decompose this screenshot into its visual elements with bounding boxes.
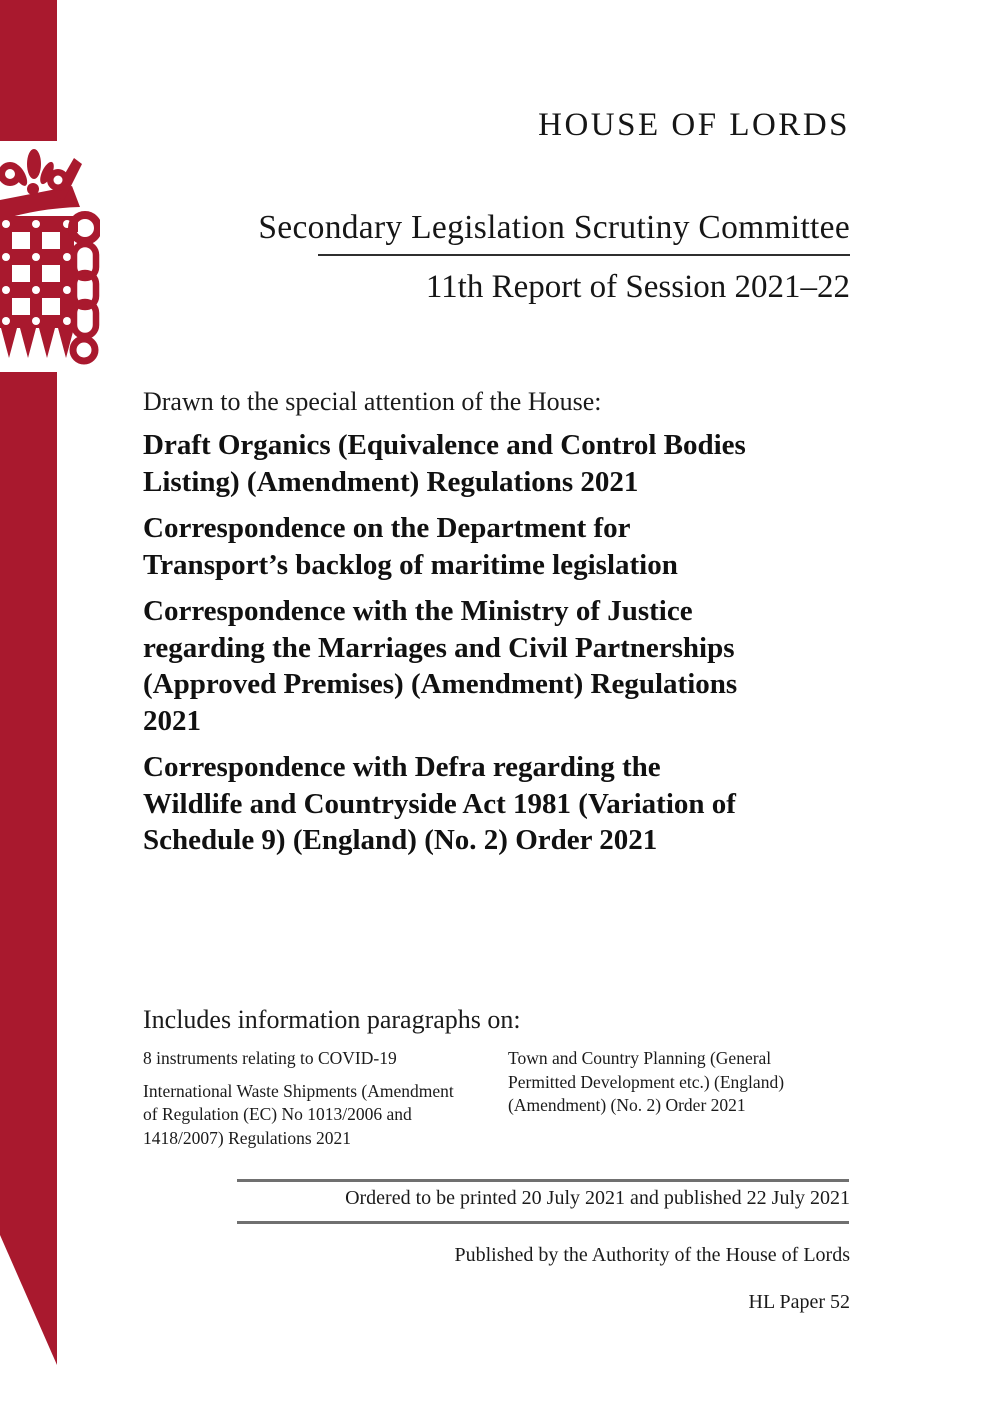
information-item: [143, 1080, 508, 1151]
item-line: 2021: [143, 704, 201, 737]
special-attention-item: [143, 510, 855, 583]
house-title: HOUSE OF LORDS: [538, 107, 850, 143]
special-attention-item: [143, 749, 855, 859]
information-column-left: [143, 1047, 508, 1159]
information-column-right: [508, 1047, 848, 1159]
special-attention-item: [143, 593, 855, 739]
item-line: Transport’s backlog of maritime legislation: [143, 548, 678, 581]
footer-divider-rule-top: [237, 1179, 849, 1182]
item-line: 1418/2007) Regulations 2021: [143, 1127, 352, 1148]
information-item: [143, 1047, 508, 1071]
item-line: Correspondence on the Department for: [143, 512, 631, 544]
special-attention-item: [143, 427, 855, 500]
information-paragraphs-heading: Includes information paragraphs on:: [143, 1005, 521, 1034]
item-line: 8 instruments relating to COVID-19: [143, 1048, 397, 1068]
report-session-line: 11th Report of Session 2021–22: [425, 269, 850, 305]
item-line: Permitted Development etc.) (England): [508, 1071, 785, 1092]
item-line: International Waste Shipments (Amendment: [143, 1080, 454, 1101]
committee-name: Secondary Legislation Scrutiny Committee: [258, 209, 850, 246]
item-line: Town and Country Planning (General: [508, 1048, 772, 1068]
information-paragraphs-section: [143, 1005, 859, 1159]
special-attention-section: [143, 387, 855, 859]
ordered-printed-line: Ordered to be printed 20 July 2021 and published 22 July 2021: [345, 1187, 850, 1209]
red-stripe-bottom-tapered: [0, 372, 57, 1365]
red-stripe-top: [0, 0, 57, 141]
house-of-lords-portcullis-icon: [0, 144, 100, 372]
item-line: Schedule 9) (England) (No. 2) Order 2021: [143, 824, 658, 856]
information-paragraphs-columns: [143, 1047, 859, 1159]
item-line: of Regulation (EC) No 1013/2006 and: [143, 1104, 412, 1124]
item-line: regarding the Marriages and Civil Partnerships: [143, 631, 735, 664]
special-attention-intro: Drawn to the special attention of the House:: [143, 387, 602, 416]
item-line: Correspondence with the Ministry of Justice: [143, 595, 693, 627]
published-authority-line: Published by the Authority of the House of Lords: [454, 1244, 850, 1266]
hl-paper-number: HL Paper 52: [748, 1291, 850, 1313]
information-item: [508, 1047, 848, 1118]
item-line: (Amendment) (No. 2) Order 2021: [508, 1095, 746, 1115]
item-line: Draft Organics (Equivalence and Control Bodies: [143, 429, 746, 461]
header-divider-rule: [318, 254, 850, 256]
item-line: Wildlife and Countryside Act 1981 (Variation of: [143, 787, 736, 820]
footer-divider-rule-bottom: [237, 1221, 849, 1224]
item-line: (Approved Premises) (Amendment) Regulations: [143, 668, 738, 700]
item-line: Correspondence with Defra regarding the: [143, 751, 661, 783]
item-line: Listing) (Amendment) Regulations 2021: [143, 465, 639, 498]
